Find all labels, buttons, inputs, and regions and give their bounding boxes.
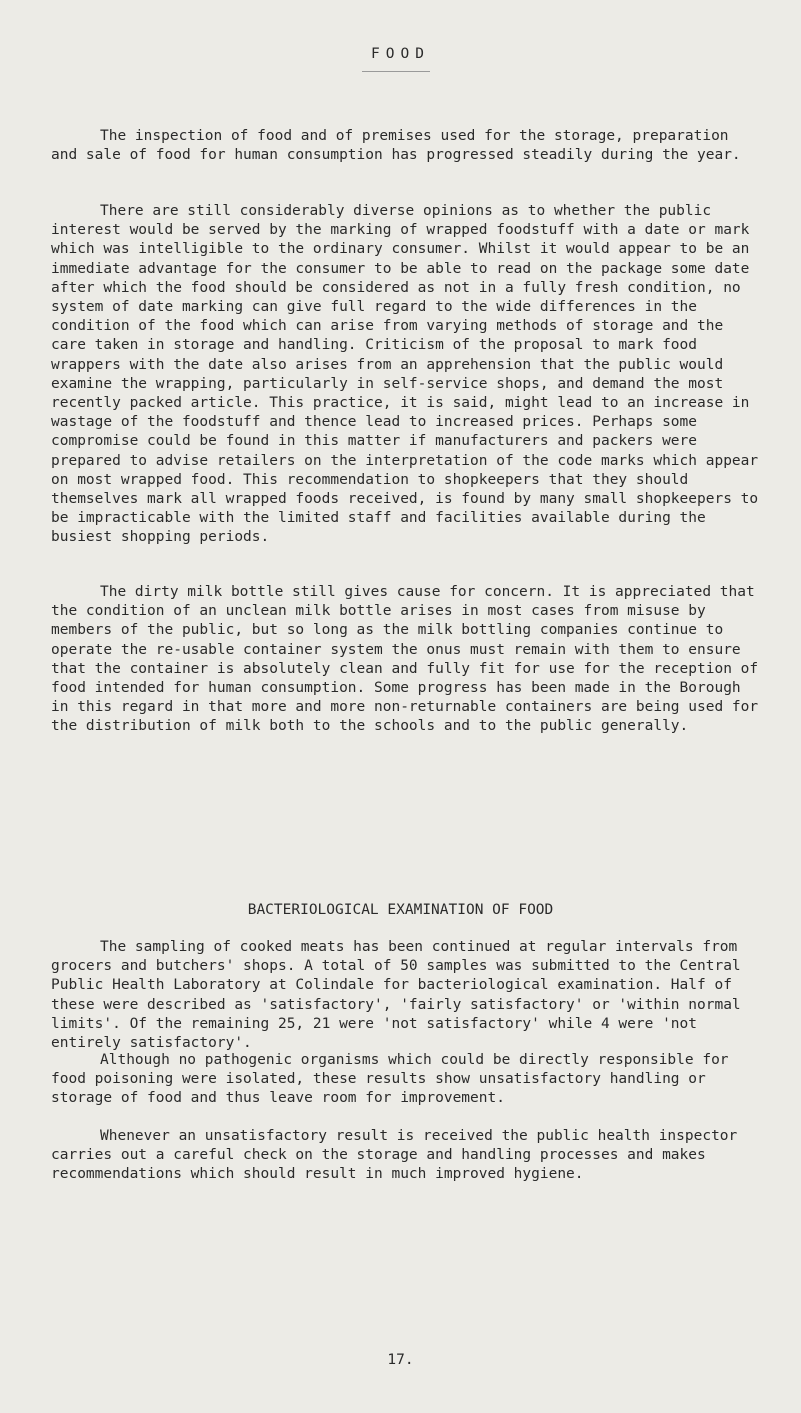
paragraph-milk-bottles: The dirty milk bottle still gives cause for concern. It is appreciated that the condition of an unclean milk bottle arises in most cases from misuse by members of the public, but so long as the milk bottling companies continue to operate the re-usable container system the onus must remain with them to ensure that the container is absolutely clean and fully fit for use for the reception of food intended for human consumption. Some progress has been made in the Borough in this regard in that more and more non-returnable containers are being used for the distribution of milk both to the schools and to the public generally. <box>51 584 759 735</box>
paragraph-inspection: The inspection of food and of premises used for the storage, preparation and sale of food for human consumption has progressed steadily during the year. <box>51 128 741 164</box>
paragraph-date-marking: There are still considerably diverse opinions as to whether the public interest would be served by the marking of wrapped foodstuff with a date or mark which was intelligible to the ordinary consumer. Whilst it would appear to be an immediate advantage for the consumer to be able to read on the package some date after which the food should be considered as not in a fully fresh condition, no system of date marking can give full regard to the wide differences in the condition of the food which can arise from varying methods of storage and the care taken in storage and handling. Criticism of the proposal to mark food wrappers with the date also arises from an apprehension that the public would examine the wrapping, particularly in self-service shops, and demand the most recently packed article. This practice, it is said, might lead to an increase in wastage of the foodstuff and thence lead to increased prices. Perhaps some compromise could be found in this matter if manufacturers and packers were prepared to advise retailers on the interpretation of the code marks which appear on most wrapped food. This recommendation to shopkeepers that they should themselves mark all wrapped foods received, is found by many small shopkeepers to be impracticable with the limited staff and facilities available during the busiest shopping periods. <box>51 203 759 546</box>
page-number: 17. <box>387 1352 414 1368</box>
paragraph-inspector-check: Whenever an unsatisfactory result is received the public health inspector carries out a careful check on the storage and handling processes and makes recommendations which should result in much improved hygiene. <box>51 1128 738 1183</box>
section-heading-bacteriological: BACTERIOLOGICAL EXAMINATION OF FOOD <box>247 902 554 918</box>
paragraph-sampling: The sampling of cooked meats has been continued at regular intervals from grocers and butchers' shops. A total of 50 samples was submitted to the Central Public Health Laboratory at Colindale for bacteriological examination. Half of these were described as 'satisfactory', 'fairly satisfactory' or 'within normal limits'. Of the remaining 25, 21 were 'not satisfactory' while 4 were 'not entirely satisfactory'. <box>51 939 741 1052</box>
page-title: FOOD <box>371 46 430 62</box>
paragraph-pathogenic: Although no pathogenic organisms which could be directly responsible for food poisoning were isolated, these results show unsatisfactory handling or storage of food and thus leave room for improvement. <box>51 1052 729 1107</box>
title-underline <box>362 71 430 72</box>
